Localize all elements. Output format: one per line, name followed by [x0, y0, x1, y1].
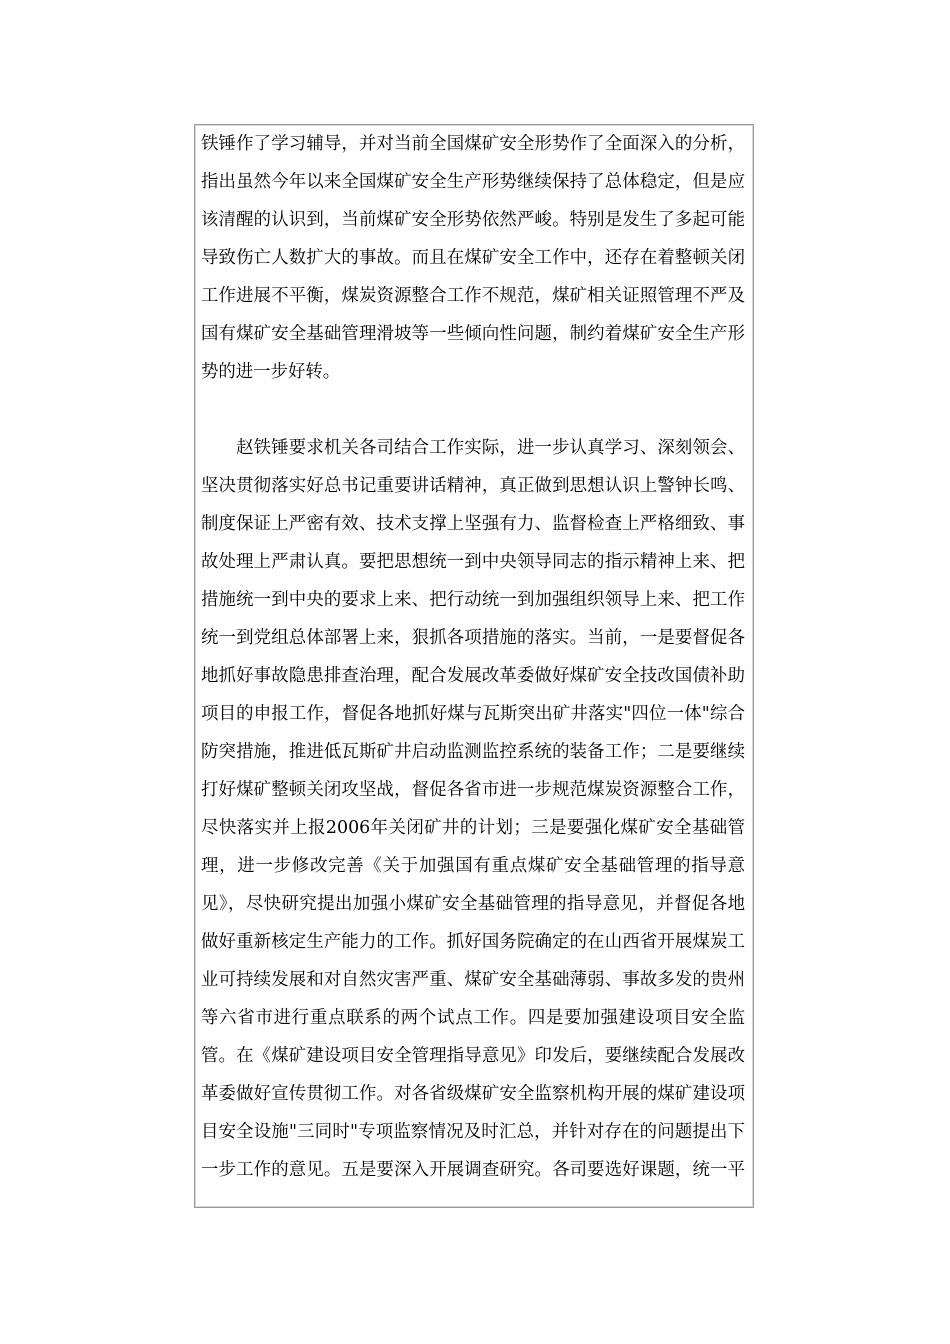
text-line: 故处理上严肃认真。要把思想统一到中央领导同志的指示精神上来、把 — [201, 552, 745, 572]
text-line: 地抓好事故隐患排查治理，配合发展改革委做好煤矿安全技改国债补助 — [201, 666, 745, 686]
text-line: 等六省市进行重点联系的两个试点工作。四是要加强建设项目安全监 — [201, 1008, 745, 1028]
text-line: 做好重新核定生产能力的工作。抓好国务院确定的在山西省开展煤炭工 — [201, 932, 745, 952]
text-line: 铁锤作了学习辅导，并对当前全国煤矿安全形势作了全面深入的分析， — [201, 134, 745, 154]
text-line: 导致伤亡人数扩大的事故。而且在煤矿安全工作中，还存在着整顿关闭 — [201, 248, 745, 268]
text-line: 统一到党组总体部署上来，狠抓各项措施的落实。当前，一是要督促各 — [201, 628, 745, 648]
text-line: 项目的申报工作，督促各地抓好煤与瓦斯突出矿井落实"四位一体"综合 — [201, 704, 745, 724]
document-body — [201, 125, 745, 1189]
text-line: 指出虽然今年以来全国煤矿安全生产形势继续保持了总体稳定，但是应 — [201, 172, 745, 192]
text-line: 赵铁锤要求机关各司结合工作实际，进一步认真学习、深刻领会、 — [201, 438, 745, 458]
text-line: 国有煤矿安全基础管理滑坡等一些倾向性问题，制约着煤矿安全生产形 — [201, 324, 745, 344]
text-line: 措施统一到中央的要求上来、把行动统一到加强组织领导上来、把工作 — [201, 590, 745, 610]
text-line: 业可持续发展和对自然灾害严重、煤矿安全基础薄弱、事故多发的贵州 — [201, 970, 745, 990]
text-line: 打好煤矿整顿关闭攻坚战，督促各省市进一步规范煤炭资源整合工作， — [201, 780, 745, 800]
paragraph-2 — [201, 429, 745, 1189]
text-line: 见》，尽快研究提出加强小煤矿安全基础管理的指导意见，并督促各地 — [201, 894, 745, 914]
text-line: 理，进一步修改完善《关于加强国有重点煤矿安全基础管理的指导意 — [201, 856, 745, 876]
text-line: 该清醒的认识到，当前煤矿安全形势依然严峻。特别是发生了多起可能 — [201, 210, 745, 230]
paragraph-1 — [201, 125, 745, 391]
text-line: 管。在《煤矿建设项目安全管理指导意见》印发后，要继续配合发展改 — [201, 1046, 745, 1066]
document-frame — [194, 124, 754, 1208]
text-line: 势的进一步好转。 — [201, 362, 341, 382]
paragraph-spacer — [201, 391, 745, 429]
text-line: 防突措施，推进低瓦斯矿井启动监测监控系统的装备工作；二是要继续 — [201, 742, 745, 762]
text-line: 尽快落实并上报2006年关闭矿井的计划；三是要强化煤矿安全基础管 — [201, 818, 745, 838]
text-line: 一步工作的意见。五是要深入开展调查研究。各司要选好课题，统一平 — [201, 1160, 745, 1180]
text-line: 制度保证上严密有效、技术支撑上坚强有力、监督检查上严格细致、事 — [201, 514, 745, 534]
text-line: 坚决贯彻落实好总书记重要讲话精神，真正做到思想认识上警钟长鸣、 — [201, 476, 745, 496]
text-line: 目安全设施"三同时"专项监察情况及时汇总，并针对存在的问题提出下 — [201, 1122, 745, 1142]
text-line: 革委做好宣传贯彻工作。对各省级煤矿安全监察机构开展的煤矿建设项 — [201, 1084, 745, 1104]
text-line: 工作进展不平衡，煤炭资源整合工作不规范，煤矿相关证照管理不严及 — [201, 286, 745, 306]
